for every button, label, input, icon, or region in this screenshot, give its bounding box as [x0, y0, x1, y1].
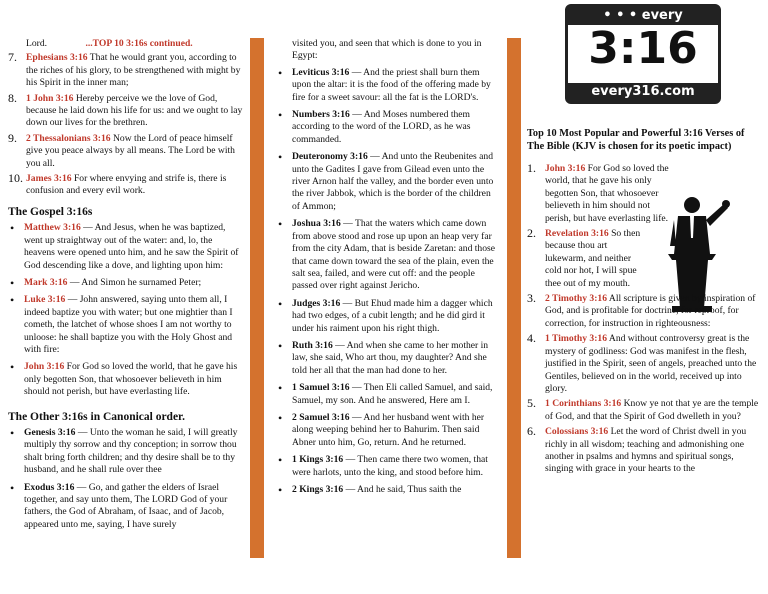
canon-list-continued	[276, 67, 498, 497]
gospel-list	[8, 222, 244, 398]
book-reference: 1 Samuel 3:16	[292, 382, 350, 394]
list-item: 6. Colossians 3:16 Let the word of Christ dwell in you richly in all wisdom; teaching and admonishing one another in psalms and hymns and spiritual songs, singing with grace in your hearts to the	[527, 424, 747, 475]
list-item: • 1 Samuel 3:16 — Then Eli called Samuel, and said, Samuel, my son. And he answered, Here am I.	[276, 382, 498, 407]
list-item: 3. 2 Timothy 3:16 All scripture is given by inspiration of God, and is profitable for doctrine, for reproof, for correction, for instruction in righteousness:	[527, 291, 756, 329]
verse-reference[interactable]: 1 Timothy 3:16	[545, 333, 608, 345]
verse-reference[interactable]: Revelation 3:16	[545, 228, 609, 240]
list-item: • Joshua 3:16 — That the waters which came down from above stood and rose up upon an heap very far from the city Adam, that is beside Zaretan: and those that came down toward the sea of the plain, even the salt sea, failed, and were cut off: and the people passed over right against Jericho.	[276, 218, 498, 292]
list-item: • 2 Samuel 3:16 — And her husband went with her along weeping behind her to Bahurim. Then said Abner unto him, Go, return. And he returned.	[276, 412, 498, 449]
list-item: • 1 Kings 3:16 — Then came there two women, that were harlots, unto the king, and stood before him.	[276, 454, 498, 479]
list-item: • Leviticus 3:16 — And the priest shall burn them upon the altar: it is the food of the offering made by fire for a sweet savour: all the fat is the LORD's.	[276, 67, 498, 104]
verse-reference[interactable]: Luke 3:16	[24, 294, 66, 306]
list-item: • Exodus 3:16 — Go, and gather the elders of Israel together, and say unto them, The LORD God of your fathers, the God of Abraham, of Isaac, and of Jacob, appeared unto me, saying, I have surely	[8, 482, 244, 532]
book-reference: Numbers 3:16	[292, 109, 350, 121]
verse-reference[interactable]: 1 John 3:16	[26, 92, 74, 104]
list-item: 1. John 3:16 For God so loved the world, that he gave his only begotten Son, that whosoever believeth in him should not perish, but have everlasting life.	[527, 161, 669, 224]
column-1	[8, 0, 244, 594]
list-item: • Numbers 3:16 — And Moses numbered them according to the word of the LORD, as he was commanded.	[276, 109, 498, 146]
book-reference: 2 Samuel 3:16	[292, 411, 350, 423]
every316-logo	[565, 4, 721, 104]
top-list-continued	[8, 52, 244, 197]
book-reference: Leviticus 3:16	[292, 66, 350, 78]
book-reference: Ruth 3:16	[292, 339, 333, 351]
list-item: • Judges 3:16 — But Ehud made him a dagger which had two edges, of a cubit length; and he did gird it under his raiment upon his right thigh.	[276, 298, 498, 335]
divider-bar-left	[250, 38, 264, 558]
book-reference: Exodus 3:16	[24, 481, 75, 493]
column-3	[527, 0, 759, 594]
book-reference: Deuteronomy 3:16	[292, 151, 368, 163]
canon-list	[8, 427, 244, 531]
intro-text: visited you, and seen that which is done to you in Egypt:	[292, 38, 482, 62]
book-reference: 2 Kings 3:16	[292, 484, 344, 495]
verse-reference[interactable]: Mark 3:16	[24, 276, 68, 288]
gospel-heading: The Gospel 3:16s	[8, 205, 93, 218]
continued-label: ...TOP 10 3:16s continued.	[85, 38, 193, 49]
intro-text: Lord.	[26, 38, 48, 49]
verse-reference[interactable]: 1 Corinthians 3:16	[545, 398, 622, 410]
book-reference: Judges 3:16	[292, 297, 341, 309]
verse-reference[interactable]: John 3:16	[545, 163, 586, 174]
verse-reference[interactable]: John 3:16	[24, 361, 65, 373]
list-item: 5. 1 Corinthians 3:16 Know ye not that ye are the temple of God, and that the Spirit of God dwelleth in you?	[527, 396, 759, 422]
verse-reference[interactable]: 2 Timothy 3:16	[545, 293, 608, 305]
canon-heading: The Other 3:16s in Canonical order.	[8, 410, 185, 423]
logo-site-text: every316.com	[568, 83, 718, 101]
list-item: 2. Revelation 3:16 So then because thou art lukewarm, and neither cold nor hot, I will spue thee out of my mouth.	[527, 226, 641, 289]
verse-reference[interactable]: James 3:16	[26, 173, 72, 185]
list-item: • Luke 3:16 — John answered, saying unto them all, I indeed baptize you with water; but one mightier than I cometh, the latchet of whose shoes I am not worthy to unloose: he shall baptize you with the Holy Ghost and with fire:	[8, 294, 244, 356]
verse-reference[interactable]: 2 Thessalonians 3:16	[26, 132, 111, 144]
column-2	[276, 0, 498, 594]
logo-top-text: • • • every	[568, 7, 718, 25]
list-item: • Ruth 3:16 — And when she came to her mother in law, she said, Who art thou, my daughter? And she told her all that the man had done to her.	[276, 340, 498, 377]
intro-line	[8, 38, 244, 50]
verse-reference[interactable]: Matthew 3:16	[24, 222, 81, 234]
list-item: 8. 1 John 3:16 Hereby perceive we the love of God, because he laid down his life for us: and we ought to lay down our lives for the brethren.	[8, 90, 243, 129]
list-item: • Deuteronomy 3:16 — And unto the Reubenites and unto the Gadites I gave from Gilead even unto the river Arnon half the valley, and the border even unto the river Jabbok, which is the border of the children of Ammon;	[276, 151, 498, 213]
list-item: • Matthew 3:16 — And Jesus, when he was baptized, went up straightway out of the water: and, lo, the heavens were opened unto him, and he saw the Spirit of God descending like a dove, and lighting upon him:	[8, 222, 244, 272]
book-reference: Genesis 3:16	[24, 426, 76, 438]
list-item: • Mark 3:16 — And Simon he surnamed Peter;	[8, 277, 244, 289]
verse-reference[interactable]: Colossians 3:16	[545, 426, 609, 438]
logo-big-text: 3:16	[588, 23, 698, 74]
list-item: 9. 2 Thessalonians 3:16 Now the Lord of peace himself give you peace always by all means. The Lord be with you all.	[8, 130, 235, 169]
divider-bar-right	[507, 38, 521, 558]
page-title: Top 10 Most Popular and Powerful 3:16 Verses of The Bible (KJV is chosen for its poetic impact)	[527, 128, 745, 152]
list-item: • John 3:16 For God so loved the world, that he gave his only begotten Son, that whosoever believeth in him should not perish, but have everlasting life.	[8, 361, 244, 398]
list-item: • 2 Kings 3:16 — And he said, Thus saith the	[276, 484, 498, 496]
book-reference: 1 Kings 3:16	[292, 454, 344, 466]
verse-reference[interactable]: Ephesians 3:16	[26, 52, 88, 64]
list-item: 10. James 3:16 For where envying and strife is, there is confusion and every evil work.	[8, 171, 227, 197]
list-item: 4. 1 Timothy 3:16 And without controversy great is the mystery of godliness: God was manifest in the flesh, justified in the Spirit, seen of angels, preached unto the Gentiles, believed on in the world, received up into glory.	[527, 331, 757, 394]
top-10-list	[527, 163, 759, 476]
list-item: • Genesis 3:16 — Unto the woman he said, I will greatly multiply thy sorrow and thy conception; in sorrow thou shalt bring forth children; and thy desire shall be to thy husband, and he shall rule over thee	[8, 427, 244, 477]
list-item: 7. Ephesians 3:16 That he would grant you, according to the riches of his glory, to be strengthened with might by his Spirit in the inner man;	[8, 50, 241, 89]
book-reference: Joshua 3:16	[292, 218, 341, 230]
